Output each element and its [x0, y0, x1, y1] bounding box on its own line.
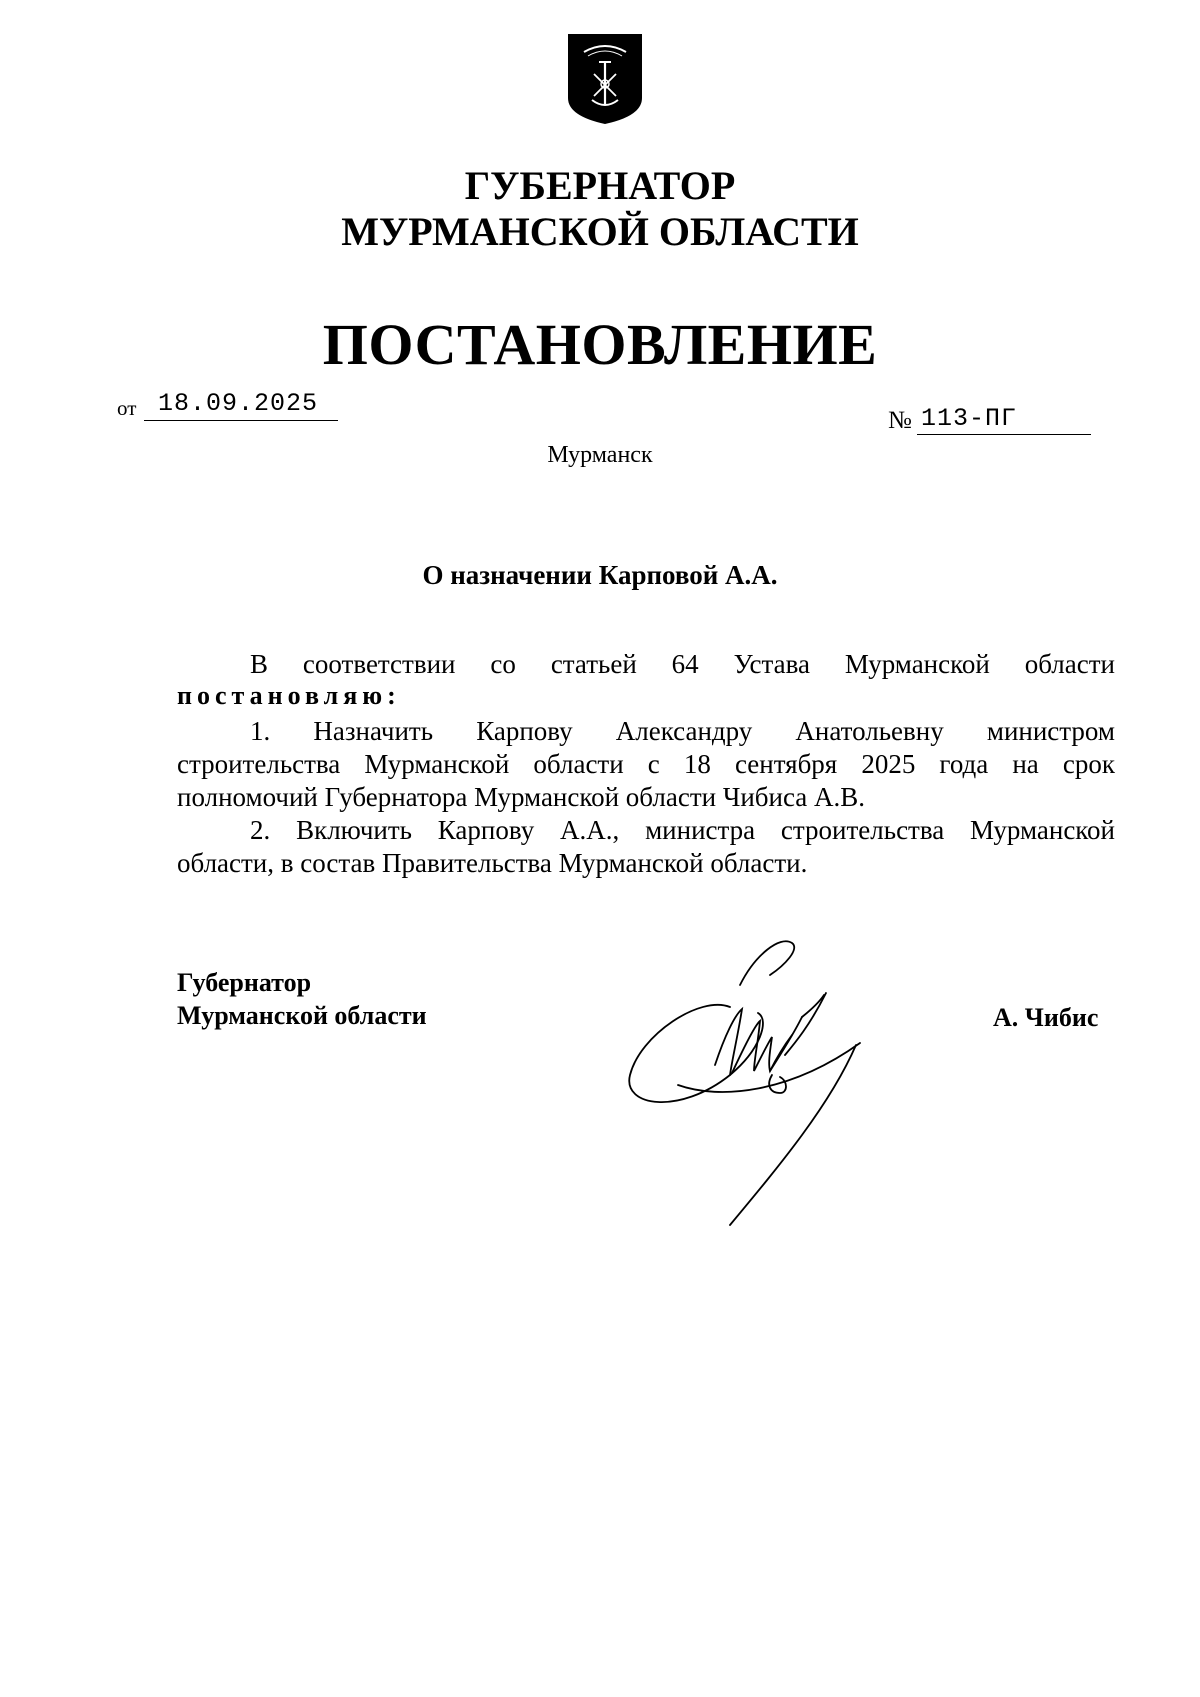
body-line-1: В соответствии со статьей 64 Устава Мурманской области: [250, 649, 1115, 679]
document-type-title: ПОСТАНОВЛЕНИЕ: [322, 312, 878, 377]
number-underline: [917, 434, 1091, 435]
body-line-item1-cont1: строительства Мурманской области с 18 сентября 2025 года на срок: [177, 749, 1115, 779]
authority-title-line2: МУРМАНСКОЙ ОБЛАСТИ: [341, 209, 859, 254]
number-prefix: №: [888, 407, 912, 434]
date-prefix: от: [117, 396, 137, 420]
body-line-item2-cont: области, в состав Правительства Мурманской области.: [177, 848, 808, 878]
document-date: 18.09.2025: [158, 389, 319, 418]
body-line-item2: 2. Включить Карпову А.А., министра строительства Мурманской: [250, 815, 1115, 845]
signer-name: А. Чибис: [993, 1003, 1099, 1032]
body-line-item1-cont2: полномочий Губернатора Мурманской области Чибиса А.В.: [177, 782, 866, 812]
authority-title-line1: ГУБЕРНАТОР: [464, 163, 736, 208]
signer-title-line2: Мурманской области: [177, 1001, 427, 1030]
handwritten-signature-icon: [620, 925, 880, 1245]
document-subject: О назначении Карповой А.А.: [422, 560, 778, 590]
date-underline: [144, 420, 338, 421]
decree-word: постановляю:: [177, 681, 401, 710]
body-line-item1: 1. Назначить Карпову Александру Анатольевну министром: [250, 716, 1115, 746]
coat-of-arms-icon: [566, 32, 644, 126]
document-number: 113-ПГ: [921, 404, 1018, 433]
signer-title-line1: Губернатор: [177, 968, 312, 997]
document-city: Мурманск: [547, 442, 653, 468]
